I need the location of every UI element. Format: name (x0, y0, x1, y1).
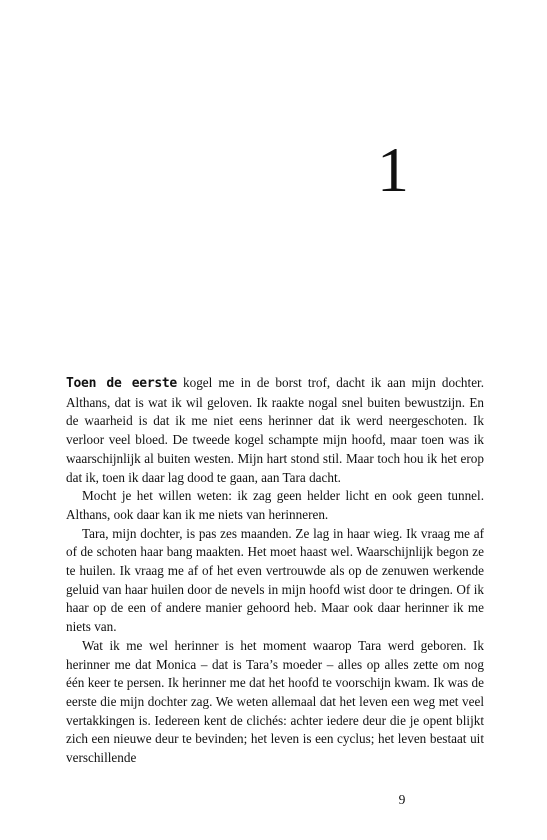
chapter-lead-in: Toen de eerste (66, 376, 177, 391)
chapter-body (66, 374, 484, 768)
paragraph-text: kogel me in de borst trof, dacht ik aan mijn dochter. Althans, dat is wat ik wil geloven. Ik raakte nogal snel buiten bewustzijn. En de waarheid is dat ik me niet eens herinner dat ik werd neergeschoten. Ik verloor veel bloed. De tweede kogel schampte mijn hoofd, maar toen was ik waarschijnlijk al buiten westen. Mijn hart stond stil. Maar toch hou ik het erop dat ik, toen ik daar lag dood te gaan, aan Tara dacht. (66, 375, 485, 485)
paragraph (66, 374, 484, 487)
chapter-number: 1 (377, 134, 409, 205)
page-number: 9 (398, 792, 406, 807)
paragraph: Tara, mijn dochter, is pas zes maanden. Ze lag in haar wieg. Ik vraag me af of de schoten haar bang maakten. Het moet haast wel. Waarschijnlijk begon ze te huilen. Ik vraag me af of het even vertrouwde als op de zenuwen werkende geluid van haar huilen door de nevels in mijn hoofd wist door te dringen. Of ik haar op de een of andere manier gehoord heb. Maar ook daar herinner ik me niets van. (66, 525, 484, 635)
paragraph: Wat ik me wel herinner is het moment waarop Tara werd geboren. Ik herinner me dat Monica – dat is Tara’s moeder – alles op alles zette om nog één keer te persen. Ik herinner me dat het hoofd te voorschijn kwam. Ik was de eerste die mijn dochter zag. We weten allemaal dat het leven een weg met veel vertakkingen is. Iedereen kent de clichés: achter iedere deur die je opent blijkt zich een nieuwe deur te bevinden; het leven is een cyclus; het leven bestaat uit verschillende (66, 637, 484, 766)
paragraph: Mocht je het willen weten: ik zag geen helder licht en ook geen tunnel. Althans, ook daar kan ik me niets van herinneren. (66, 488, 484, 522)
